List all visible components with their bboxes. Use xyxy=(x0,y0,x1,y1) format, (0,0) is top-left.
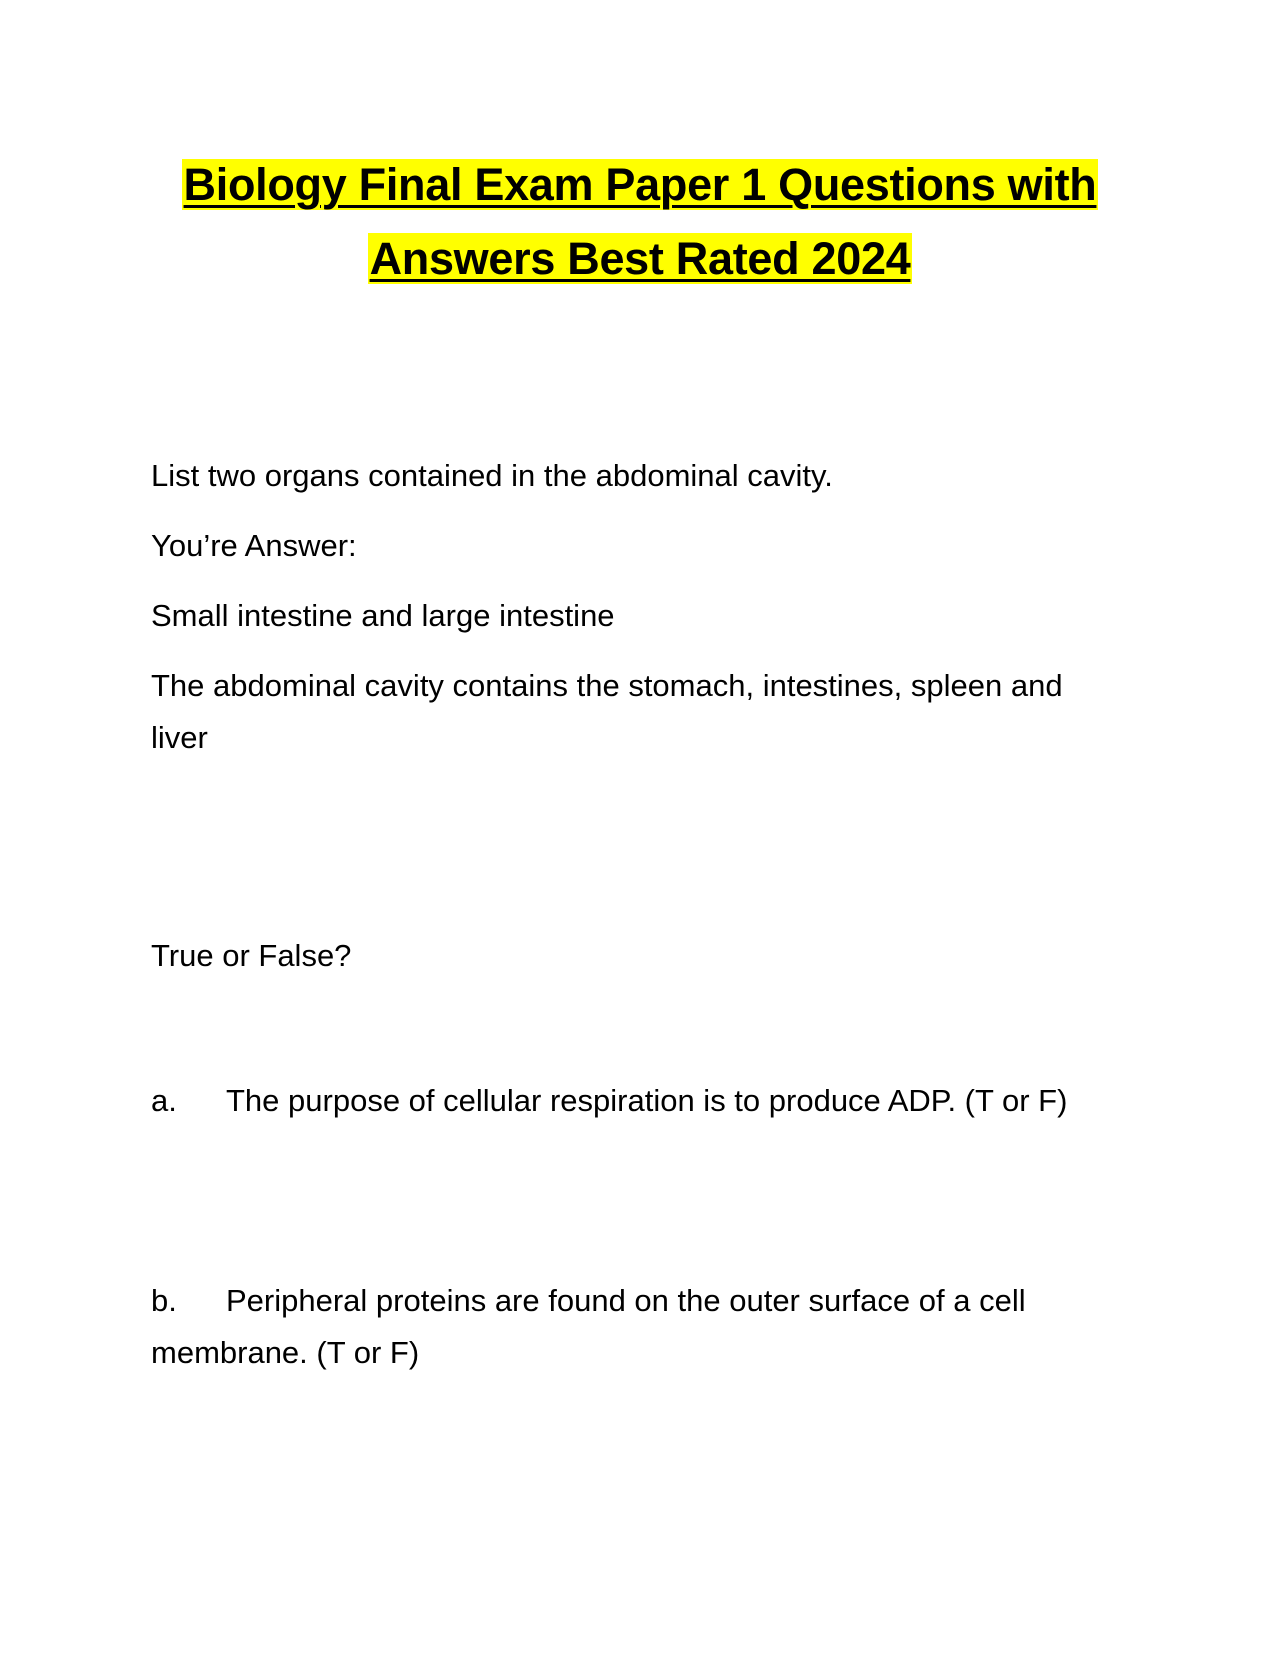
list-item-b xyxy=(151,1275,1141,1379)
answer-text: Small intestine and large intestine xyxy=(151,598,615,633)
question-1-prompt: List two organs contained in the abdominal cavity. xyxy=(151,458,833,493)
list-item-a xyxy=(151,1075,1141,1127)
list-item-b-text: Peripheral proteins are found on the outer surface of a cell membrane. (T or F) xyxy=(151,1283,1026,1370)
list-item-a-label: a. xyxy=(151,1083,177,1118)
document-title xyxy=(140,148,1140,296)
answer-label: You’re Answer: xyxy=(151,528,357,563)
question-2-prompt: True or False? xyxy=(151,938,352,973)
title-line-1: Biology Final Exam Paper 1 Questions with xyxy=(183,159,1097,210)
title-line-2: Answers Best Rated 2024 xyxy=(369,233,911,284)
answer-explanation: The abdominal cavity contains the stomach, intestines, spleen and liver xyxy=(151,668,1063,755)
list-item-b-label: b. xyxy=(151,1283,177,1318)
list-item-a-text: The purpose of cellular respiration is to produce ADP. (T or F) xyxy=(226,1083,1068,1118)
